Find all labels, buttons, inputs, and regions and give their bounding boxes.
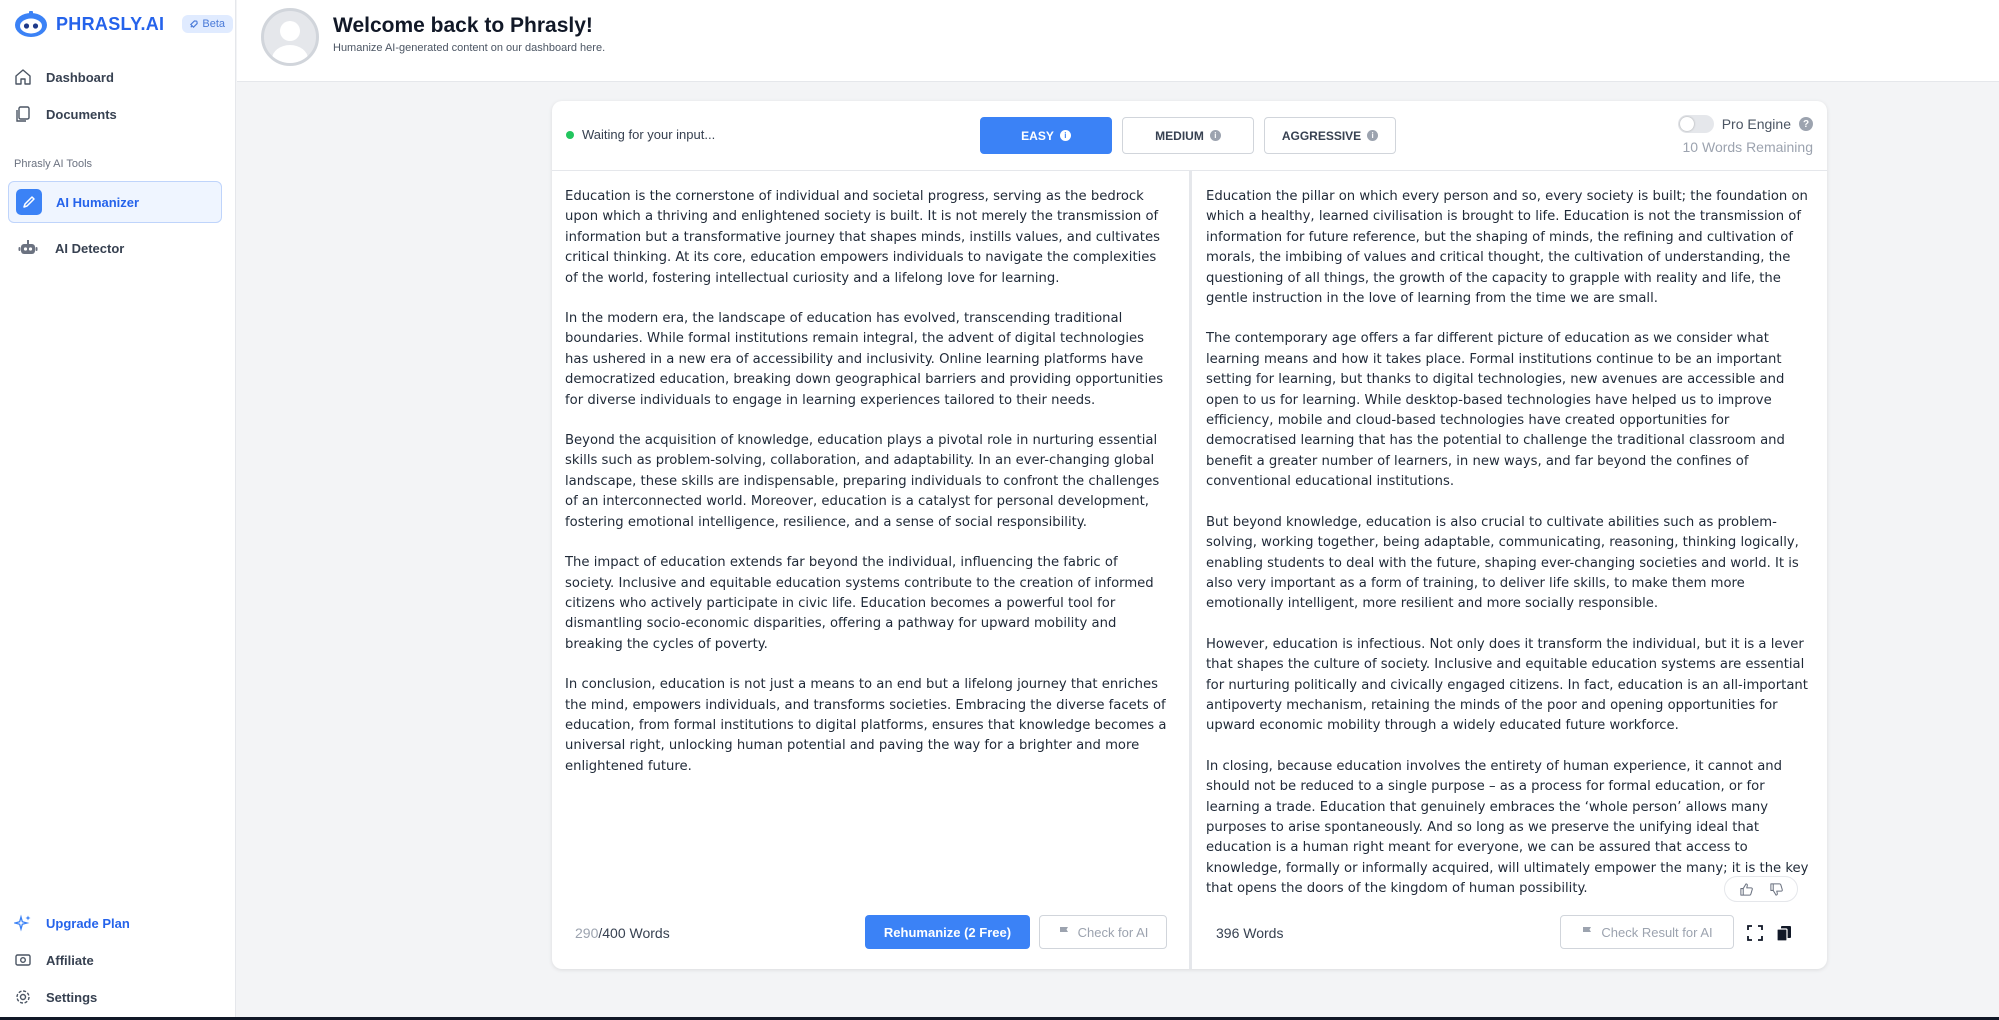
input-paragraph: Beyond the acquisition of knowledge, education plays a pivotal role in nurturing essential skills such as problem-solving, collaboration, and adaptability. In an ever-changing global landscape, these skills are indispensable, preparing individuals to confront the challenges of an interconnected world. Moreover, education is a catalyst for personal development, fostering emotional intelligence, resilience, and a sense of social responsibility. bbox=[565, 433, 1160, 530]
output-paragraph: However, education is infectious. Not only does it transform the individual, but it is a lever that shapes the culture of society. Inclusive and equitable education systems are essential for nurturing politically and civically engaged citizens. In fact, education is an all-important antipoverty mechanism, retaining the minds of the poor and opening opportunities for upward economic mobility through a widely educated future workforce. bbox=[1206, 636, 1808, 734]
page-header bbox=[237, 0, 1999, 82]
gear-icon bbox=[14, 988, 32, 1006]
robot-icon bbox=[15, 235, 41, 261]
editor-toolbar bbox=[552, 101, 1827, 171]
robot-logo-icon bbox=[14, 10, 48, 38]
home-icon bbox=[14, 68, 32, 86]
rocket-icon bbox=[189, 20, 198, 29]
beta-label: Beta bbox=[202, 18, 226, 30]
rehumanize-button[interactable]: Rehumanize (2 Free) bbox=[865, 915, 1030, 949]
nav-upgrade-plan-label: Upgrade Plan bbox=[46, 915, 130, 931]
user-silhouette-icon bbox=[264, 11, 316, 63]
brand-logo[interactable] bbox=[14, 10, 233, 38]
input-paragraph: In the modern era, the landscape of education has evolved, transcending traditional boundaries. While formal institutions remain integral, the advent of digital technologies has ushered in a new era of accessibility and inclusivity. Online learning platforms have democratized education, breaking down geographical barriers and providing opportunities for diverse individuals to engage in learning experiences tailored to their needs. bbox=[565, 311, 1164, 408]
mode-medium-label: MEDIUM bbox=[1155, 128, 1204, 143]
pane-divider bbox=[1189, 171, 1192, 969]
tool-ai-detector-label: AI Detector bbox=[55, 240, 125, 256]
thumbs-down-icon[interactable] bbox=[1769, 882, 1784, 897]
mode-aggressive-label: AGGRESSIVE bbox=[1281, 128, 1362, 143]
input-word-count bbox=[575, 925, 670, 941]
check-result-label: Check Result for AI bbox=[1601, 924, 1713, 940]
output-text[interactable] bbox=[1206, 187, 1814, 920]
fullscreen-icon[interactable] bbox=[1746, 924, 1764, 942]
nav-dashboard-label: Dashboard bbox=[46, 69, 114, 85]
input-paragraph: Education is the cornerstone of individual and societal progress, serving as the bedrock upon which a thriving and enlightened society is built. It is not merely the transmission of information but a transformative journey that shapes minds, instills values, and cultivates critical thinking. At its core, education empowers individuals to navigate the complexities of the world, fostering intellectual curiosity and a lifelong love for learning. bbox=[565, 189, 1160, 286]
nav-settings-label: Settings bbox=[46, 989, 98, 1005]
mode-medium-button[interactable] bbox=[1122, 117, 1254, 154]
pro-engine-toggle[interactable] bbox=[1678, 115, 1714, 133]
input-paragraph: The impact of education extends far beyond the individual, influencing the fabric of society. Inclusive and equitable education systems contribute to the creation of informed citizens who actively participate in civic life. Education becomes a powerful tool for dismantling socio-economic disparities, offering a pathway for upward mobility and breaking the cycles of poverty. bbox=[565, 555, 1154, 652]
input-word-limit: /400 Words bbox=[598, 925, 670, 941]
status-dot bbox=[566, 131, 574, 139]
status-text: Waiting for your input... bbox=[582, 127, 716, 142]
info-icon: i bbox=[1367, 130, 1378, 141]
nav-affiliate[interactable] bbox=[14, 946, 94, 974]
pro-engine bbox=[1678, 115, 1813, 133]
thumbs-up-icon[interactable] bbox=[1739, 882, 1754, 897]
check-for-ai-button[interactable] bbox=[1039, 915, 1167, 949]
output-word-count: 396 Words bbox=[1216, 925, 1284, 941]
nav-upgrade-plan[interactable] bbox=[14, 909, 130, 937]
words-remaining: 10 Words Remaining bbox=[1682, 139, 1813, 155]
info-icon: i bbox=[1210, 130, 1221, 141]
avatar[interactable] bbox=[261, 8, 319, 66]
copy-icon[interactable] bbox=[1775, 924, 1793, 942]
nav-dashboard[interactable] bbox=[14, 63, 114, 91]
pencil-icon bbox=[16, 189, 42, 215]
output-paragraph: In closing, because education involves the entirety of human experience, it cannot and should not be reduced to a single purpose – as a process for formal education, or for learning a trade. Education that genuinely embraces the ‘whole person’ allows many purposes to arise spontaneously. And so long as we preserve the unifying ideal that education is a human right meant for everyone, we can be assured that access to knowledge, formally or informally acquired, will ultimately empower the many; it is the key that opens the doors of the kingdom of human possibility. bbox=[1206, 758, 1809, 897]
nav-documents-label: Documents bbox=[46, 106, 117, 122]
check-result-button[interactable] bbox=[1560, 915, 1734, 949]
page-title: Welcome back to Phrasly! bbox=[333, 14, 593, 37]
input-textarea[interactable] bbox=[565, 187, 1171, 797]
nav-settings[interactable] bbox=[14, 983, 97, 1011]
input-status bbox=[566, 127, 715, 142]
tool-ai-detector[interactable] bbox=[8, 227, 222, 269]
tool-ai-humanizer-label: AI Humanizer bbox=[56, 194, 140, 210]
tool-ai-humanizer[interactable] bbox=[8, 181, 222, 223]
nav-affiliate-label: Affiliate bbox=[46, 952, 94, 968]
affiliate-icon bbox=[14, 951, 32, 969]
output-paragraph: But beyond knowledge, education is also crucial to cultivate abilities such as problem-solving, working together, being adaptable, communicating, reasoning, thinking logically, enabling students to deal with the future, shaping ever-changing societies and world. It is also very important as a form of training, to deliver life skills, to make them more emotionally intelligent, more resilient and more socially responsible. bbox=[1206, 514, 1799, 612]
info-icon: i bbox=[1060, 130, 1071, 141]
output-paragraph: Education the pillar on which every person and so, every society is built; the foundation on which a healthy, learned civilisation is brought to life. Education is not the transmission of information for future reference, but the shaping of minds, the refining and cultivation of morals, the imbibing of values and critical thought, the cultivation of understanding, the questioning of all things, the growth of the capacity to grapple with reality and life, the gentle instruction in the love of learning from the time we are small. bbox=[1206, 189, 1808, 307]
help-icon[interactable]: ? bbox=[1799, 117, 1813, 131]
mode-easy-label: EASY bbox=[1021, 128, 1054, 143]
beta-badge bbox=[182, 15, 233, 33]
output-paragraph: The contemporary age offers a far different picture of education as we consider what learning means and how it takes place. Formal institutions continue to be an important setting for learning, but thanks to digital technologies, new avenues are accessible and open to us for learning. While desktop-based technologies have helped us to improve efficiency, mobile and cloud-based technologies have created opportunities for democratised learning that has the potential to challenge the traditional classroom and benefit a greater number of learners, in new ways, and far beyond the confines of conventional educational institutions. bbox=[1206, 331, 1785, 490]
sparkles-icon bbox=[14, 914, 32, 932]
flag-icon bbox=[1581, 926, 1593, 938]
humanizer-card bbox=[552, 101, 1827, 969]
flag-icon bbox=[1058, 926, 1070, 938]
nav-documents[interactable] bbox=[14, 100, 117, 128]
mode-aggressive-button[interactable] bbox=[1264, 117, 1396, 154]
feedback-buttons bbox=[1724, 876, 1798, 902]
page-subtitle: Humanize AI-generated content on our dashboard here. bbox=[333, 42, 606, 54]
brand-name: PHRASLY.AI bbox=[56, 13, 165, 34]
pro-engine-label: Pro Engine bbox=[1721, 116, 1791, 132]
check-for-ai-label: Check for AI bbox=[1077, 924, 1149, 940]
tools-section-label: Phrasly AI Tools bbox=[14, 158, 93, 170]
input-paragraph: In conclusion, education is not just a means to an end but a lifelong journey that enriches the mind, empowers individuals, and transforms societies. Embracing the diverse facets of education, from formal institutions to digital platforms, ensures that knowledge becomes a universal right, unlocking human potential and paving the way for a brighter and more enlightened future. bbox=[565, 677, 1167, 774]
sidebar bbox=[0, 0, 236, 1020]
input-word-count-value: 290 bbox=[575, 925, 599, 941]
documents-icon bbox=[14, 105, 32, 123]
mode-easy-button[interactable] bbox=[980, 117, 1112, 154]
